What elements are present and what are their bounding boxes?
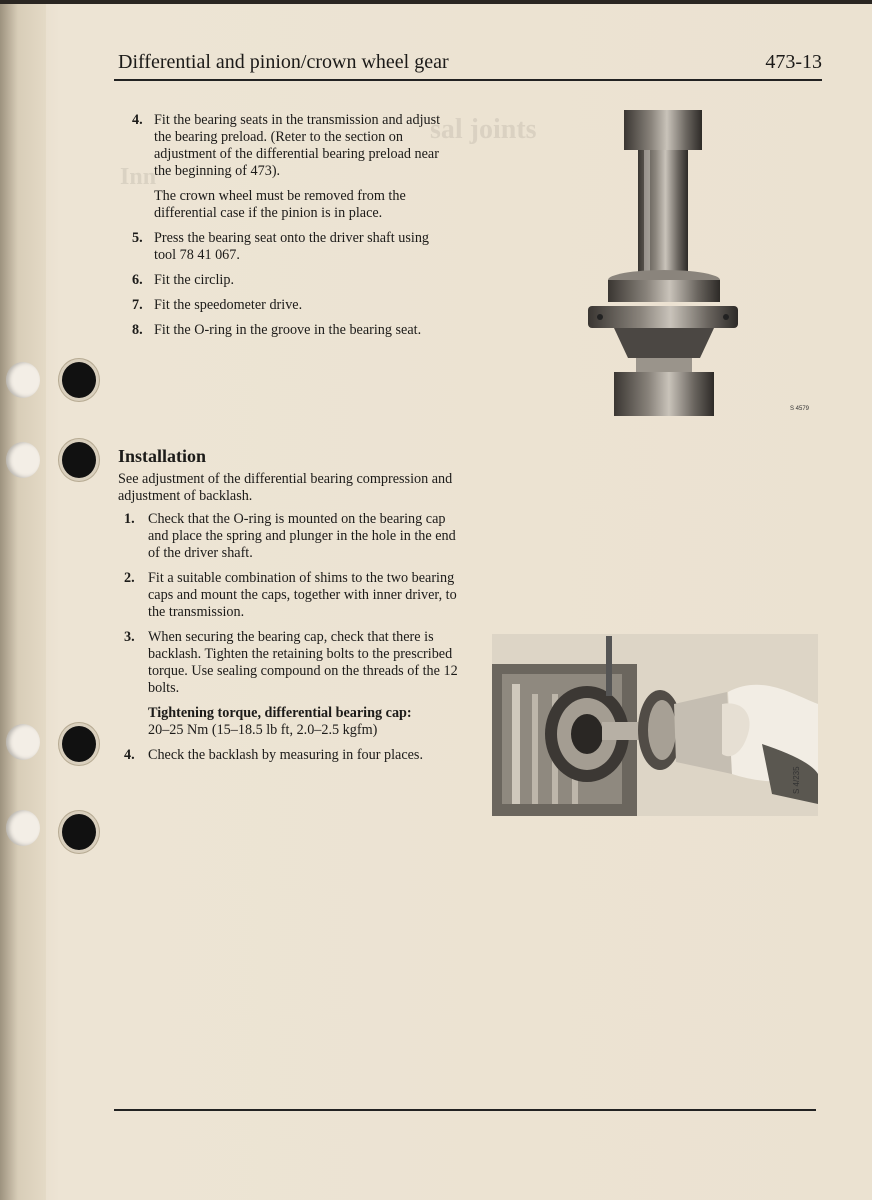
- section-intro: See adjustment of the differential bearing compression and adjustment of backlash.: [118, 471, 453, 504]
- list-item: [118, 112, 454, 180]
- list-item: [118, 272, 454, 289]
- list-item: [118, 297, 454, 314]
- list-item: [118, 629, 458, 697]
- binder-hole: [62, 442, 96, 478]
- bearing-press-photo: [584, 108, 744, 418]
- list-item: [118, 570, 458, 621]
- step-text: When securing the bearing cap, check that there is backlash. Tighten the retaining bolts to the prescribed torque. Use sealing compound on the threads of the 12 bolts.: [148, 629, 458, 696]
- header-rule: [114, 79, 822, 81]
- list-item-note: [118, 188, 454, 222]
- step-number: 8.: [132, 322, 143, 338]
- steps-top: [118, 112, 454, 347]
- list-item: [118, 230, 454, 264]
- binder-hole: [62, 726, 96, 762]
- step-number: 5.: [132, 230, 143, 246]
- list-item: [118, 322, 454, 339]
- step-text: Fit the speedometer drive.: [154, 297, 303, 313]
- page-title: Differential and pinion/crown wheel gear: [118, 51, 449, 73]
- section-heading: Installation: [118, 446, 207, 466]
- installation-section: [118, 448, 458, 772]
- figure-code: S 4/235: [792, 766, 801, 794]
- bleed-through-text: sal joints: [430, 114, 537, 145]
- binder-hole: [6, 362, 40, 398]
- torque-label: Tightening torque, differential bearing cap:: [148, 705, 412, 721]
- figure-code: S 4579: [790, 406, 810, 412]
- step-number: 3.: [124, 629, 135, 645]
- note-text: The crown wheel must be removed from the differential case if the pinion is in place.: [154, 188, 406, 221]
- step-number: 7.: [132, 297, 143, 313]
- binder-hole: [6, 810, 40, 846]
- step-text: Fit the circlip.: [154, 272, 234, 288]
- torque-spec: [118, 705, 458, 739]
- binder-hole: [6, 724, 40, 760]
- step-text: Fit the bearing seats in the transmission and adjust the bearing preload. (Reter to the section on adjustment of the differential bearing preload near the beginning of 473).: [154, 112, 441, 179]
- step-number: 6.: [132, 272, 143, 288]
- step-number: 1.: [124, 511, 135, 527]
- step-number: 4.: [124, 747, 135, 763]
- step-number: 2.: [124, 570, 135, 586]
- step-number: 4.: [132, 112, 143, 128]
- step-text: Fit the O-ring in the groove in the bearing seat.: [154, 322, 422, 338]
- binder-hole: [62, 362, 96, 398]
- transmission-photo: [492, 634, 818, 816]
- torque-value: 20–25 Nm (15–18.5 lb ft, 2.0–2.5 kgfm): [148, 722, 378, 738]
- bleed-through-text: Inn: [120, 164, 157, 190]
- document-page: [0, 4, 872, 1200]
- binder-hole: [6, 442, 40, 478]
- step-text: Fit a suitable combination of shims to the two bearing caps and mount the caps, together with inner driver, to the transmission.: [148, 570, 457, 620]
- page-number: 473-13: [765, 51, 822, 73]
- step-text: Check that the O-ring is mounted on the bearing cap and place the spring and plunger in the hole in the end of the driver shaft.: [148, 511, 456, 561]
- footer-rule: [114, 1109, 816, 1111]
- step-text: Press the bearing seat onto the driver shaft using tool 78 41 067.: [154, 230, 430, 263]
- step-text: Check the backlash by measuring in four places.: [148, 747, 423, 763]
- binder-hole: [62, 814, 96, 850]
- binder-spine: [0, 4, 46, 1200]
- list-item: [118, 511, 458, 562]
- list-item: [118, 747, 458, 764]
